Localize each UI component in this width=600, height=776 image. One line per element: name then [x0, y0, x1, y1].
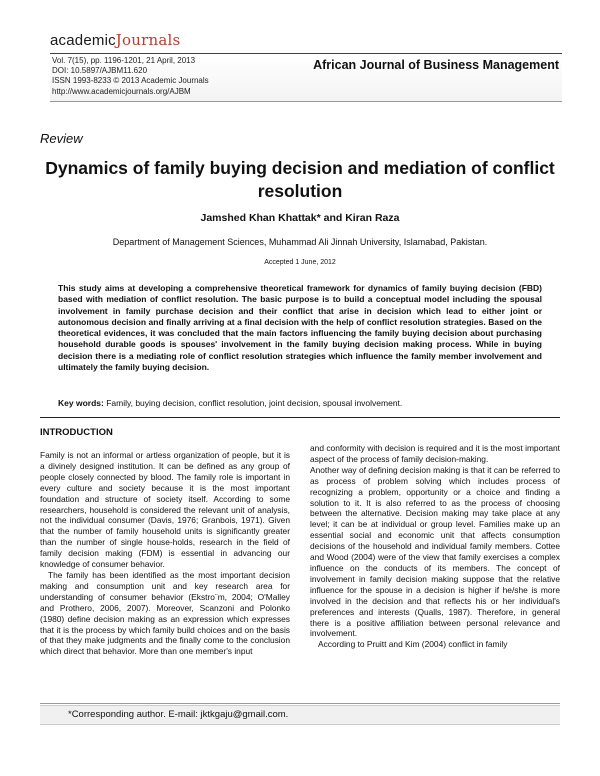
paragraph: According to Pruitt and Kim (2004) conflict in family: [318, 639, 508, 650]
keywords-label: Key words:: [58, 398, 104, 408]
journal-name: African Journal of Business Management: [313, 58, 559, 72]
paragraph: Another way of defining decision making is that it can be referred to as process of problem solving which includes process of recognizing a problem, opportunity or a choice and finding a solution to it. It is also referred to as the process of choosing between the alternative. Decision making may take place at any level; it can be at individual or group level. Families make up an essential social and economic unit that affects consumption decisions of the household and individual family members. Cottee and Wood (2004) were of the view that family exercises a complex influence on the conducts of its members. The concept of involvement in family decision making suppose that the relative influence for the spouse in a decision is higher if he/she is more involved in the decision and that reflects his or her individual's preferences and interests (Qualls, 1987). Therefore, in general there is a positive affiliation between personal relevance and involvement.: [310, 464, 560, 639]
footnote-text: *Corresponding author. E-mail: jktkgaju@gmail.com.: [68, 709, 289, 720]
logo-text-journals: Journals: [115, 31, 181, 49]
meta-volume: Vol. 7(15), pp. 1196-1201, 21 April, 2013: [52, 56, 196, 65]
footnote-divider: [40, 703, 560, 704]
paragraph: Family is not an informal or artless organization of people, but it is a divinely designed institution. It can be defined as any group of people closely connected by blood. The family role is important in every culture and society because it is the most important foundation and structure of society itself. According to some researchers, household is considered the relevant unit of analysis, not the individual consumer (Davis, 1976; Granbois, 1971). Given that the number of family household units is significantly greater than the number of single house-holds, research in the field of family decision making (FDM) is essential in advancing our knowledge of consumer behavior.: [40, 450, 290, 570]
logo-text-academic: academic: [50, 32, 116, 49]
body-column-right: [310, 443, 560, 650]
meta-url[interactable]: http://www.academicjournals.org/AJBM: [52, 86, 191, 96]
article-type: Review: [40, 131, 83, 146]
paragraph: The family has been identified as the most important decision making and consumption unit and key research area for understanding of consumer behavior (Ekstro¨m, 2004; O'Malley and Prothero, 2006, 2007). Moreover, Scanzoni and Polonko (1980) define decision making as an expression which expresses that it is the process by which family build choices and on the basis of that they make judgments and the finally come to the conclusion which direct that behavior. More than one member's input: [40, 569, 290, 657]
corresponding-author-footnote: [40, 705, 560, 725]
meta-issn: ISSN 1993-8233 © 2013 Academic Journals: [52, 76, 209, 86]
abstract: This study aims at developing a comprehensive theoretical framework for dynamics of family buying decision (FBD) based with mediation of conflict resolution. The basic purpose is to build a conceptual model including the spousal involvement in family purchase decision and their conflict that arise in decision which lead to either joint or autonomous decision and finally arriving at a final decision with the help of conflict resolution strategies. Based on the theoretical evidences, it was concluded that the main factors influencing the family buying decision about purchasing household durable goods is spouses' involvement in the family buying decision making process. While in buying decision there is a mediating role of conflict resolution strategies which influence the family member involvement and ultimately the family buying decision.: [58, 283, 542, 373]
keywords-line: [58, 398, 542, 408]
keywords-list: Family, buying decision, conflict resolution, joint decision, spousal involvement.: [106, 398, 403, 408]
article-meta: [52, 56, 209, 97]
publisher-logo: [50, 31, 180, 49]
meta-doi: DOI: 10.5897/AJBM11.620: [52, 66, 148, 76]
paragraph: and conformity with decision is required and it is the most important aspect of the process of family decision-making.: [310, 443, 560, 464]
body-column-left: [40, 450, 290, 657]
author-affiliation: Department of Management Sciences, Muhammad Ali Jinnah University, Islamabad, Pakistan.: [112, 237, 488, 247]
article-title: Dynamics of family buying decision and mediation of conflict resolution: [45, 158, 555, 201]
article-authors: Jamshed Khan Khattak* and Kiran Raza: [200, 212, 400, 224]
section-divider: [40, 417, 560, 418]
introduction-heading: INTRODUCTION: [40, 427, 113, 438]
accepted-date: Accepted 1 June, 2012: [264, 259, 336, 266]
